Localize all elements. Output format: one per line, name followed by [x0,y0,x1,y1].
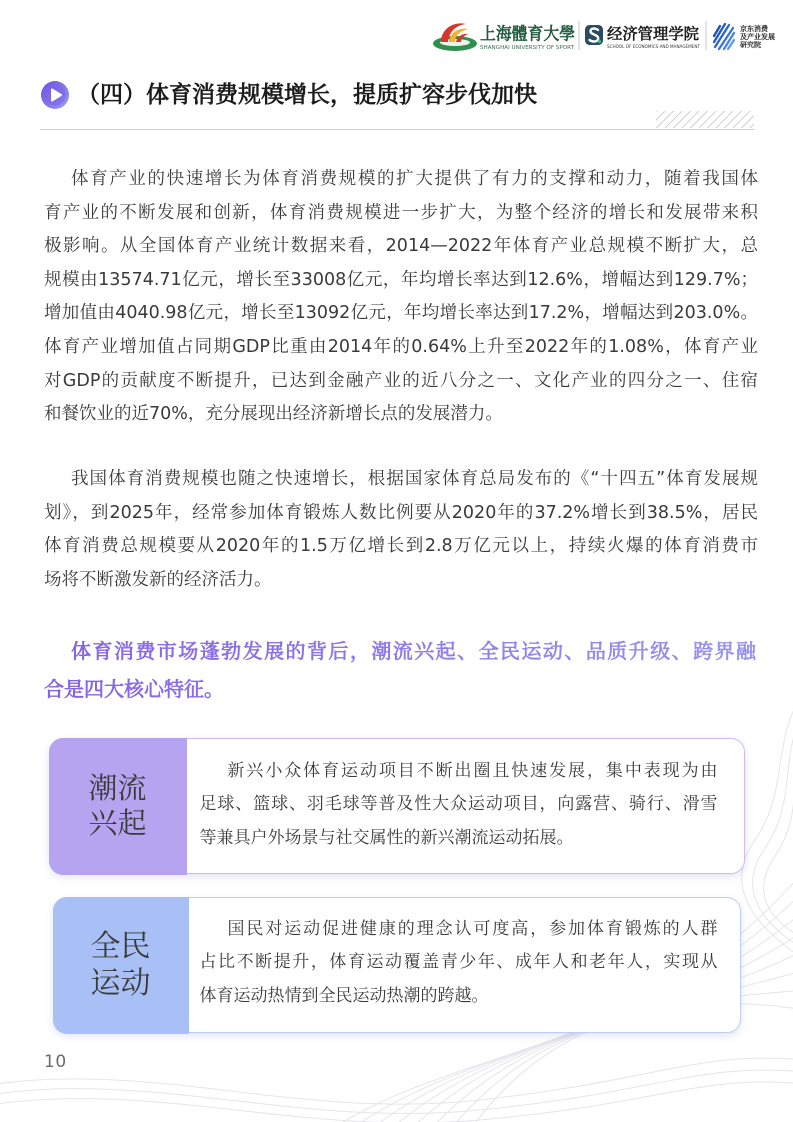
jd-institute-logo-icon [714,24,734,49]
card-label [53,897,189,1034]
paragraph-line: 划》，到2025年，经常参加体育锻炼人数比例要从2020年的37.2%增长到38.5%，居民 [44,502,758,523]
card-text-line: 国民对运动促进健康的理念认可度高，参加体育锻炼的人群 [227,918,718,939]
page-number: 10 [44,1052,67,1072]
feature-card-trend [49,738,745,874]
paragraph-line: 规模由13574.71亿元，增长至33008亿元，年均增长率达到12.6%，增幅达到129.7%； [44,269,758,290]
paragraph-line: 育产业的不断发展和创新，体育消费规模进一步扩大，为整个经济的增长和发展带来积 [44,202,758,223]
body-paragraph [44,463,758,597]
paragraph-line: 我国体育消费规模也随之快速增长，根据国家体育总局发布的《“十四五”体育发展规 [71,469,758,489]
card-label-line: 兴起 [88,806,147,840]
card-text-line: 新兴小众体育运动项目不断出圈且快速发展，集中表现为由 [227,760,718,781]
card-label [49,738,187,875]
title-hatch-decoration [656,111,754,128]
paragraph-line: 极影响。从全国体育产业统计数据来看，2014—2022年体育产业总规模不断扩大，总 [44,236,758,257]
card-text-line: 足球、篮球、羽毛球等普及性大众运动项目，向露营、骑行、滑雪 [199,794,718,814]
institute-name-line: 研究院 [740,41,761,49]
section-title: （四）体育消费规模增长，提质扩容步伐加快 [77,82,537,108]
paragraph-line: 体育产业增加值占同期GDP比重由2014年的0.64%上升至2022年的1.08%，体育产业 [44,336,758,357]
paragraph-line: 对GDP的贡献度不断提升，已达到金融产业的近八分之一、文化产业的四分之一、住宿 [44,370,758,391]
paragraph-line: 和餐饮业的近70%，充分展现出经济新增长点的发展潜力。 [44,404,503,425]
header-logos [428,16,788,56]
card-text-line: 体育运动热情到全民运动热潮的跨越。 [199,985,489,1006]
card-text-line: 占比不断提升，体育运动覆盖青少年、成年人和老年人，实现从 [199,952,718,972]
card-label-line: 潮流 [88,771,147,805]
card-text-line: 等兼具户外场景与社交属性的新兴潮流运动拓展。 [199,827,574,848]
institute-name-line: 及产业发展 [740,33,775,41]
wave-line [0,1058,793,1104]
card-label-line: 运动 [90,966,151,1001]
card-description [200,913,718,1014]
school-name-en: SCHOOL OF ECONOMICS AND MANAGEMENT [607,45,708,50]
school-name-cn: 经济管理学院 [607,25,701,43]
paragraph-line: 体育消费总规模要从2020年的1.5万亿增长到2.8万亿元以上，持续火爆的体育消费市 [44,536,758,557]
paragraph-line: 场将不断激发新的经济活力。 [44,569,272,590]
university-emblem-icon [433,23,477,51]
wave-line [764,730,793,940]
feature-card-national-fitness [53,897,741,1033]
university-name-en: SHANGHAI UNIVERSITY OF SPORT [480,45,576,51]
institute-name-line: 京东消费 [740,25,768,33]
highlight-line: 合是四大核心特征。 [44,670,756,708]
wave-line [742,690,793,960]
highlight-statement [44,632,756,708]
wave-line [0,1082,793,1122]
university-name-cn: 上海體育大學 [480,24,582,45]
card-description [200,755,718,856]
paragraph-line: 体育产业的快速增长为体育消费规模的扩大提供了有力的支撑和动力，随着我国体 [71,169,758,189]
wave-line [0,1070,793,1114]
body-paragraph [44,163,758,432]
card-label-line: 全民 [90,929,151,964]
wave-line [753,710,793,950]
highlight-line: 体育消费市场蓬勃发展的背后，潮流兴起、全民运动、品质升级、跨界融 [44,632,756,670]
paragraph-line: 增加值由4040.98亿元，增长至13092亿元，年均增长率达到17.2%，增幅达到203.0%。 [44,303,758,324]
play-circle-icon [40,80,70,110]
title-divider [40,129,754,130]
school-logo-icon [585,25,603,45]
